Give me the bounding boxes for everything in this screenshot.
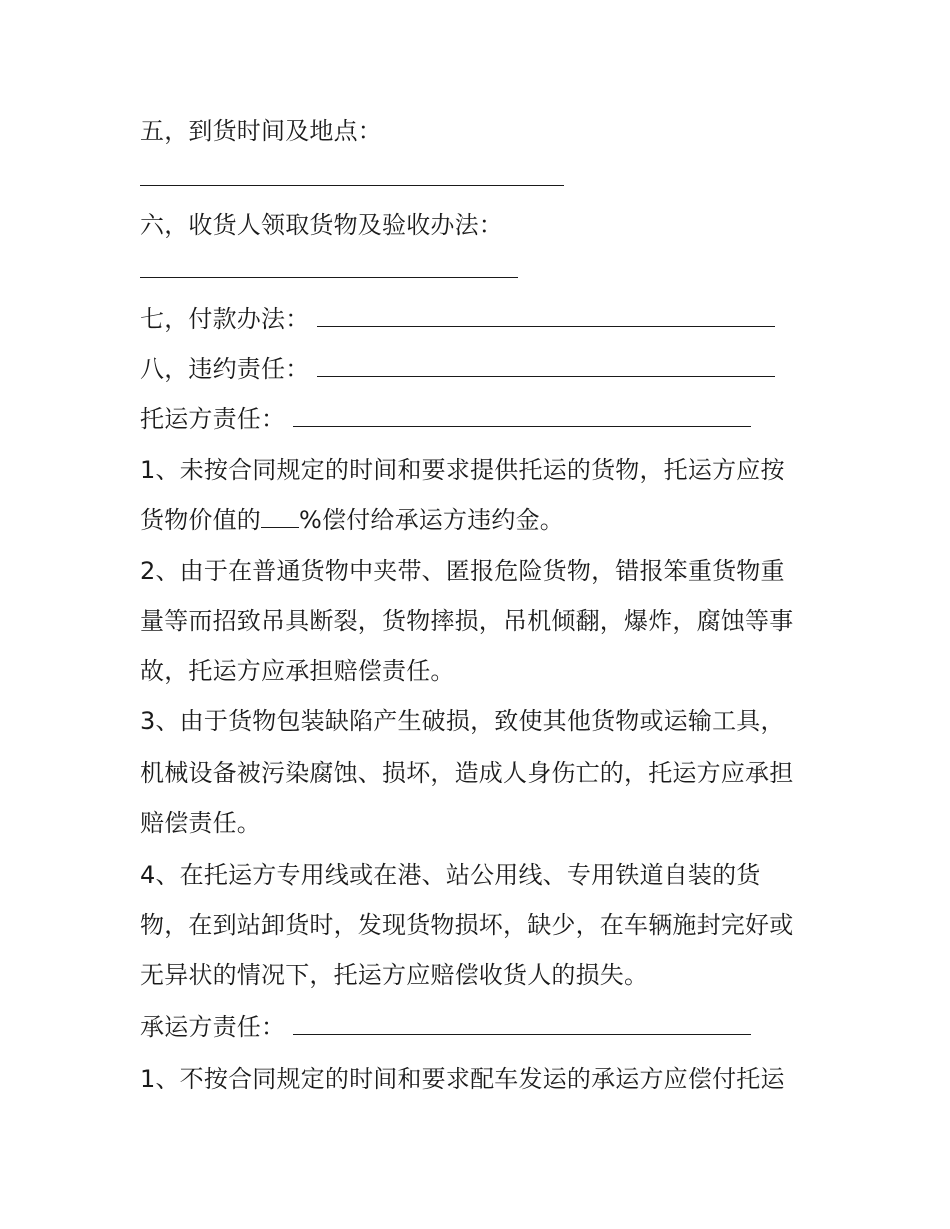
shipper-blank[interactable] [293,406,751,427]
carrier-heading [140,1012,751,1042]
payment-label: 七，付款办法： [140,305,310,333]
carrier-label: 承运方责任： [140,1013,286,1041]
breach-label: 八，违约责任： [140,355,310,383]
paragraph-text: 3、由于货物包装缺陷产生破损，致使其他货物或运输工具， [140,707,785,735]
shipper-item-1-line-2 [140,505,564,535]
paragraph-text: 机械设备被污染腐蚀、损坏，造成人身伤亡的，托运方应承担 [140,759,794,787]
payment-heading [140,304,775,334]
breach-heading [140,354,775,384]
breach-blank[interactable] [317,356,775,377]
paragraph-text: 故，托运方应承担赔偿责任。 [140,657,455,685]
receipt-label: 六，收货人领取货物及验收办法： [140,211,503,239]
shipper-item-1-line-1 [140,455,785,485]
payment-blank[interactable] [317,306,775,327]
shipper-label: 托运方责任： [140,405,286,433]
paragraph-text: 量等而招致吊具断裂，货物摔损，吊机倾翻，爆炸，腐蚀等事 [140,607,794,635]
paragraph-text: 4、在托运方专用线或在港、站公用线、专用铁道自装的货 [140,861,761,889]
shipper-item-4-line-2 [140,910,793,940]
paragraph-text: 无异状的情况下，托运方应赔偿收货人的损失。 [140,961,649,989]
arrival-blank[interactable] [140,184,564,186]
paragraph-text: 物，在到站卸货时，发现货物损坏，缺少，在车辆施封完好或 [140,911,794,939]
shipper-item-2-line-3 [140,656,455,686]
shipper-item-4-line-1 [140,860,760,890]
shipper-item-3-line-1 [140,706,785,736]
shipper-item-2-line-2 [140,606,793,636]
carrier-blank[interactable] [293,1014,751,1035]
shipper-item-3-line-3 [140,808,261,838]
shipper-heading [140,404,751,434]
arrival-label: 五，到货时间及地点： [140,117,382,145]
paragraph-text: 1、不按合同规定的时间和要求配车发运的承运方应偿付托运 [140,1065,785,1093]
paragraph-text: 2、由于在普通货物中夹带、匿报危险货物，错报笨重货物重 [140,557,785,585]
shipper-item-3-line-2 [140,758,793,788]
carrier-item-1-line-1 [140,1064,785,1094]
paragraph-text: 赔偿责任。 [140,809,261,837]
paragraph-text: 货物价值的 [140,506,261,534]
paragraph-text: %偿付给承运方违约金。 [299,506,565,534]
shipper-item-2-line-1 [140,556,785,586]
arrival-heading [140,116,382,146]
percentage-blank[interactable] [261,507,299,528]
shipper-item-4-line-3 [140,960,648,990]
paragraph-text: 1、未按合同规定的时间和要求提供托运的货物，托运方应按 [140,456,785,484]
receipt-blank[interactable] [140,276,518,278]
receipt-heading [140,210,503,240]
